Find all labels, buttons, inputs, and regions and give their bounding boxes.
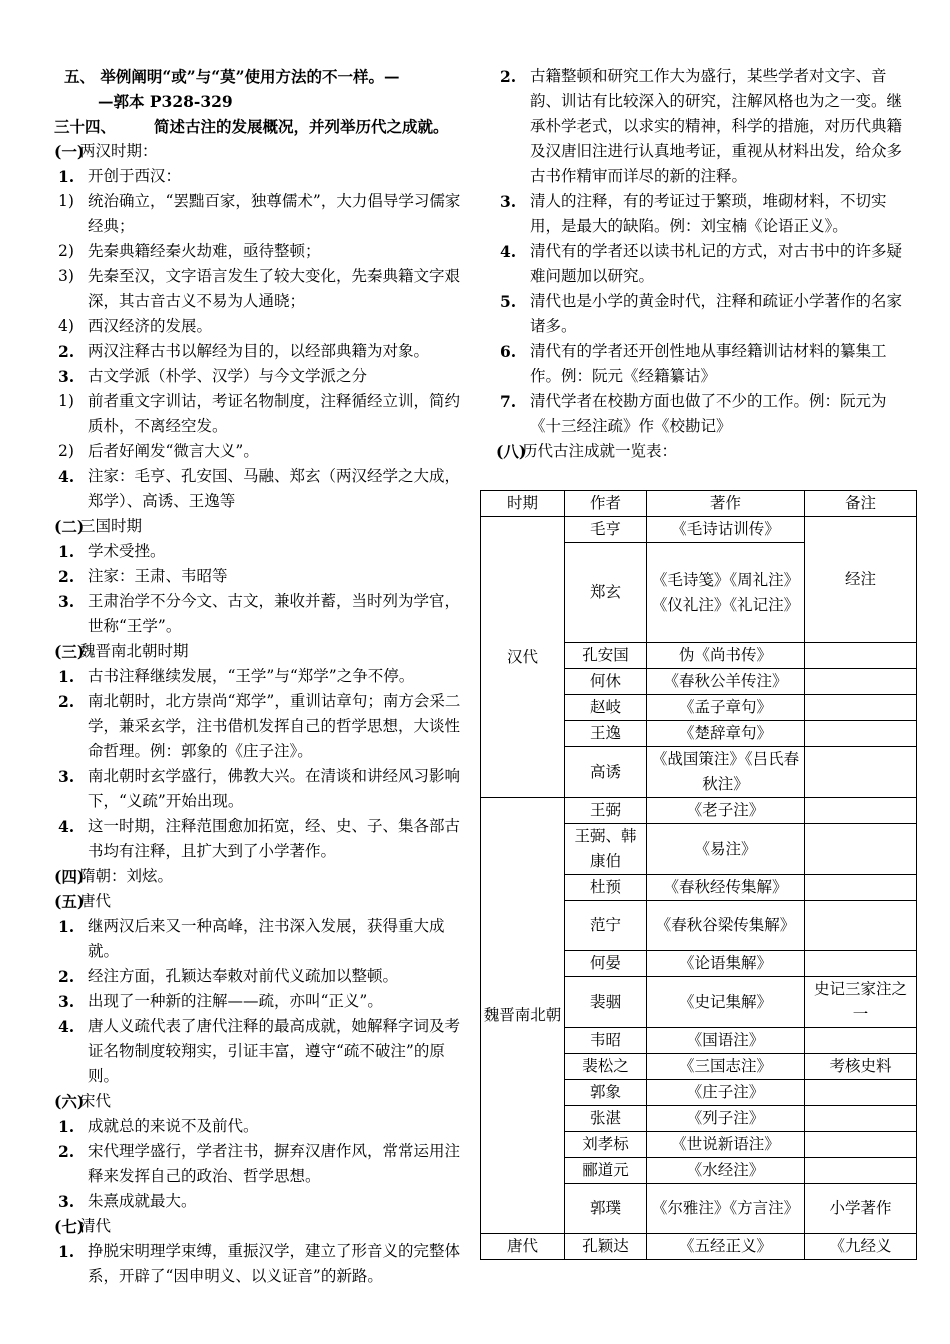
list-item <box>496 339 910 389</box>
item-text: 先秦典籍经秦火劫难，亟待整顿； <box>88 242 321 260</box>
period-cell: 汉代 <box>481 517 565 798</box>
section-number: (八) <box>496 442 527 461</box>
note-cell: 史记三家注之一 <box>805 977 917 1028</box>
left-column <box>54 64 472 1289</box>
item-number: 3. <box>58 992 75 1011</box>
list-item <box>54 814 472 864</box>
note-cell <box>805 669 917 695</box>
item-number: 5. <box>500 292 517 311</box>
item-text: 清代学者在校勘方面也做了不少的工作。例：阮元为《十三经注疏》作《校勘记》 <box>530 392 887 435</box>
item-text: 清代有的学者还以读书札记的方式，对古书中的许多疑难问题加以研究。 <box>530 242 903 285</box>
item-text: 成就总的来说不及前代。 <box>88 1117 259 1135</box>
list-item <box>54 914 472 964</box>
note-cell <box>805 798 917 824</box>
item-text: 出现了一种新的注解——疏，亦叫“正义”。 <box>88 992 383 1010</box>
item-number: 1. <box>58 542 75 561</box>
note-cell: 考核史料 <box>805 1054 917 1080</box>
right-column <box>496 64 910 464</box>
work-cell: 《三国志注》 <box>647 1054 805 1080</box>
item-text: 清人的注释，有的考证过于繁琐，堆砌材料，不切实用，是最大的缺陷。例：刘宝楠《论语正义》。 <box>530 192 887 235</box>
work-cell: 《水经注》 <box>647 1158 805 1184</box>
list-item <box>54 589 472 639</box>
item-text: 后者好阐发“微言大义”。 <box>88 442 259 460</box>
note-cell <box>805 747 917 798</box>
item-number: 2. <box>58 967 75 986</box>
item-number: 7. <box>500 392 517 411</box>
section-number: (二) <box>54 517 85 536</box>
han-dynasty-rows <box>481 517 917 798</box>
item-number: 1) <box>58 192 74 210</box>
section-number: (六) <box>54 1092 85 1111</box>
item-text: 先秦至汉，文字语言发生了较大变化，先秦典籍文字艰深，其古音古义不易为人通晓； <box>88 267 461 310</box>
list-item <box>54 439 472 464</box>
item-number: 2. <box>58 692 75 711</box>
question-34-title <box>54 114 472 139</box>
period-cell: 魏晋南北朝 <box>481 798 565 1234</box>
item-number: 1. <box>58 667 75 686</box>
note-cell <box>805 1028 917 1054</box>
item-text: 宋代理学盛行，学者注书，摒弃汉唐作风，常常运用注释来发挥自己的政治、哲学思想。 <box>88 1142 461 1185</box>
list-item <box>54 464 472 514</box>
section-title: 宋代 <box>80 1092 112 1110</box>
author-cell: 郑玄 <box>565 543 647 643</box>
note-cell <box>805 1080 917 1106</box>
work-cell: 《列子注》 <box>647 1106 805 1132</box>
section-heading <box>54 889 472 914</box>
item-number: 4) <box>58 317 74 335</box>
question-5-title: 五、 举例阐明“或”与“莫”使用方法的不一样。— <box>64 67 400 86</box>
item-number: 1) <box>58 392 74 410</box>
list-item <box>54 189 472 239</box>
author-cell: 王弼 <box>565 798 647 824</box>
work-cell: 《春秋谷梁传集解》 <box>647 901 805 951</box>
list-item <box>496 239 910 289</box>
item-number: 1. <box>58 917 75 936</box>
section-heading <box>54 864 472 889</box>
section-heading <box>54 1089 472 1114</box>
question-5-reference: —郭本 P328-329 <box>98 92 233 111</box>
note-cell: 小学著作 <box>805 1184 917 1234</box>
work-cell: 《国语注》 <box>647 1028 805 1054</box>
list-item <box>54 964 472 989</box>
item-number: 6. <box>500 342 517 361</box>
list-item <box>54 664 472 689</box>
question-text: 简述古注的发展概况，并列举历代之成就。 <box>154 117 449 136</box>
author-cell: 郭象 <box>565 1080 647 1106</box>
section-title: 历代古注成就一览表： <box>522 442 678 460</box>
item-number: 2. <box>58 342 75 361</box>
author-cell: 何晏 <box>565 951 647 977</box>
work-cell: 《庄子注》 <box>647 1080 805 1106</box>
period-cell: 唐代 <box>481 1234 565 1260</box>
note-cell <box>805 1158 917 1184</box>
table-header-row <box>481 491 917 517</box>
item-number: 1. <box>58 1117 75 1136</box>
item-text: 古籍整顿和研究工作大为盛行，某些学者对文字、音韵、训诂有比较深入的研究，注解风格也为之一变。继承朴学老式，以求实的精神，科学的措施，对历代典籍及汉唐旧注进行认真地考证，重视从材料出发，给众多古书作精审而详尽的新的注释。 <box>530 67 903 185</box>
item-number: 2) <box>58 442 74 460</box>
item-text: 西汉经济的发展。 <box>88 317 213 335</box>
note-cell <box>805 1132 917 1158</box>
note-cell <box>805 875 917 901</box>
author-cell: 张湛 <box>565 1106 647 1132</box>
section-heading <box>54 514 472 539</box>
work-cell: 《尔雅注》《方言注》 <box>647 1184 805 1234</box>
note-cell <box>805 721 917 747</box>
item-text: 学术受挫。 <box>88 542 166 560</box>
item-text: 清代也是小学的黄金时代，注释和疏证小学著作的名家诸多。 <box>530 292 903 335</box>
list-item <box>54 1114 472 1139</box>
author-cell: 郦道元 <box>565 1158 647 1184</box>
section-number: (三) <box>54 642 85 661</box>
author-cell: 王弼、韩康伯 <box>565 824 647 875</box>
section-title: 清代 <box>80 1217 112 1235</box>
author-cell: 郭璞 <box>565 1184 647 1234</box>
item-text: 挣脱宋明理学束缚，重振汉学，建立了形音义的完整体系，开辟了“因申明义、以义证音”的新路。 <box>88 1242 461 1285</box>
list-item <box>54 689 472 764</box>
item-text: 古文学派（朴学、汉学）与今文学派之分 <box>88 367 368 385</box>
item-number: 4. <box>58 1017 75 1036</box>
work-cell: 《毛诗诂训传》 <box>647 517 805 543</box>
section-title: 两汉时期： <box>80 142 158 160</box>
table-row <box>481 798 917 824</box>
work-cell: 《易注》 <box>647 824 805 875</box>
section-heading <box>54 1214 472 1239</box>
list-item <box>496 189 910 239</box>
item-number: 2) <box>58 242 74 260</box>
section-heading <box>54 639 472 664</box>
author-cell: 赵岐 <box>565 695 647 721</box>
item-number: 1. <box>58 1242 75 1261</box>
item-text: 唐人义疏代表了唐代注释的最高成就，她解释字词及考证名物制度较翔实，引证丰富，遵守“疏不破注”的原则。 <box>88 1017 461 1085</box>
list-item <box>496 389 910 439</box>
list-item <box>54 339 472 364</box>
section-title: 三国时期 <box>80 517 143 535</box>
work-cell: 《毛诗笺》《周礼注》《仪礼注》《礼记注》 <box>647 543 805 643</box>
section-title: 唐代 <box>80 892 112 910</box>
author-cell: 韦昭 <box>565 1028 647 1054</box>
table-row <box>481 517 917 543</box>
note-cell <box>805 1106 917 1132</box>
section-number: (一) <box>54 142 85 161</box>
work-cell: 《孟子章句》 <box>647 695 805 721</box>
author-cell: 范宁 <box>565 901 647 951</box>
list-item <box>54 989 472 1014</box>
header-work: 著作 <box>647 491 805 517</box>
item-text: 经注方面，孔颖达奉敕对前代义疏加以整顿。 <box>88 967 399 985</box>
list-item <box>54 389 472 439</box>
work-cell: 《论语集解》 <box>647 951 805 977</box>
author-cell: 刘孝标 <box>565 1132 647 1158</box>
section-number: (五) <box>54 892 85 911</box>
note-cell <box>805 824 917 875</box>
item-number: 4. <box>500 242 517 261</box>
item-number: 3. <box>500 192 517 211</box>
item-text: 注家：毛亨、孔安国、马融、郑玄（两汉经学之大成，郑学）、高诱、王逸等 <box>88 467 461 510</box>
list-item <box>54 164 472 189</box>
item-text: 南北朝时玄学盛行，佛教大兴。在清谈和讲经风习影响下，“义疏”开始出现。 <box>88 767 461 810</box>
item-text: 注家：王肃、韦昭等 <box>88 567 228 585</box>
work-cell: 《楚辞章句》 <box>647 721 805 747</box>
list-item <box>54 564 472 589</box>
work-cell: 《春秋公羊传注》 <box>647 669 805 695</box>
note-cell <box>805 951 917 977</box>
item-text: 南北朝时，北方崇尚“郑学”，重训诂章句；南方会采二学，兼采玄学，注书借机发挥自己的哲学思想，大谈性命哲理。例：郭象的《庄子注》。 <box>88 692 461 760</box>
item-text: 古书注释继续发展，“王学”与“郑学”之争不停。 <box>88 667 415 685</box>
author-cell: 裴松之 <box>565 1054 647 1080</box>
item-number: 2. <box>500 67 517 86</box>
section-number: (四) <box>54 867 85 886</box>
header-author: 作者 <box>565 491 647 517</box>
item-number: 3. <box>58 592 75 611</box>
list-item <box>54 764 472 814</box>
note-cell: 经注 <box>805 517 917 643</box>
item-text: 朱熹成就最大。 <box>88 1192 197 1210</box>
header-period: 时期 <box>481 491 565 517</box>
note-cell <box>805 695 917 721</box>
item-number: 3. <box>58 1192 75 1211</box>
note-cell <box>805 901 917 951</box>
item-number: 3. <box>58 367 75 386</box>
author-cell: 裴骃 <box>565 977 647 1028</box>
header-note: 备注 <box>805 491 917 517</box>
item-text: 清代有的学者还开创性地从事经籍训诂材料的纂集工作。例：阮元《经籍纂诂》 <box>530 342 887 385</box>
item-text: 统治确立，“罢黜百家，独尊儒术”，大力倡导学习儒家经典； <box>88 192 461 235</box>
author-cell: 何休 <box>565 669 647 695</box>
author-cell: 高诱 <box>565 747 647 798</box>
list-item <box>54 239 472 264</box>
list-item <box>54 264 472 314</box>
list-item <box>54 1239 472 1289</box>
section-heading <box>496 439 910 464</box>
list-item <box>496 64 910 189</box>
author-cell: 孔颖达 <box>565 1234 647 1260</box>
author-cell: 王逸 <box>565 721 647 747</box>
item-number: 2. <box>58 567 75 586</box>
list-item <box>54 539 472 564</box>
author-cell: 毛亨 <box>565 517 647 543</box>
item-number: 3. <box>58 767 75 786</box>
note-cell <box>805 643 917 669</box>
item-text: 开创于西汉： <box>88 167 182 185</box>
section-title: 隋朝：刘炫。 <box>80 867 174 885</box>
list-item <box>54 314 472 339</box>
item-number: 1. <box>58 167 75 186</box>
question-number: 三十四、 <box>54 117 117 136</box>
item-number: 4. <box>58 817 75 836</box>
work-cell: 《五经正义》 <box>647 1234 805 1260</box>
author-cell: 杜预 <box>565 875 647 901</box>
annotation-achievements-table <box>480 490 917 1260</box>
table-row <box>481 1234 917 1260</box>
list-item <box>54 1189 472 1214</box>
wei-jin-rows <box>481 798 917 1234</box>
item-number: 4. <box>58 467 75 486</box>
note-cell: 《九经义 <box>805 1234 917 1260</box>
list-item <box>496 289 910 339</box>
item-text: 王肃治学不分今文、古文，兼收并蓄，当时列为学官，世称“王学”。 <box>88 592 461 635</box>
work-cell: 《战国策注》《吕氏春秋注》 <box>647 747 805 798</box>
list-item <box>54 364 472 389</box>
item-number: 3) <box>58 267 74 285</box>
section-title: 魏晋南北朝时期 <box>80 642 189 660</box>
item-text: 前者重文字训诂，考证名物制度，注释循经立训，简约质朴，不离经空发。 <box>88 392 461 435</box>
list-item <box>54 1139 472 1189</box>
work-cell: 伪《尚书传》 <box>647 643 805 669</box>
section-heading <box>54 139 472 164</box>
work-cell: 《史记集解》 <box>647 977 805 1028</box>
item-text: 继两汉后来又一种高峰，注书深入发展，获得重大成就。 <box>88 917 445 960</box>
work-cell: 《世说新语注》 <box>647 1132 805 1158</box>
section-number: (七) <box>54 1217 85 1236</box>
item-text: 两汉注释古书以解经为目的，以经部典籍为对象。 <box>88 342 430 360</box>
list-item <box>54 1014 472 1089</box>
work-cell: 《春秋经传集解》 <box>647 875 805 901</box>
work-cell: 《老子注》 <box>647 798 805 824</box>
author-cell: 孔安国 <box>565 643 647 669</box>
item-text: 这一时期，注释范围愈加拓宽，经、史、子、集各部古书均有注释，且扩大到了小学著作。 <box>88 817 461 860</box>
item-number: 2. <box>58 1142 75 1161</box>
